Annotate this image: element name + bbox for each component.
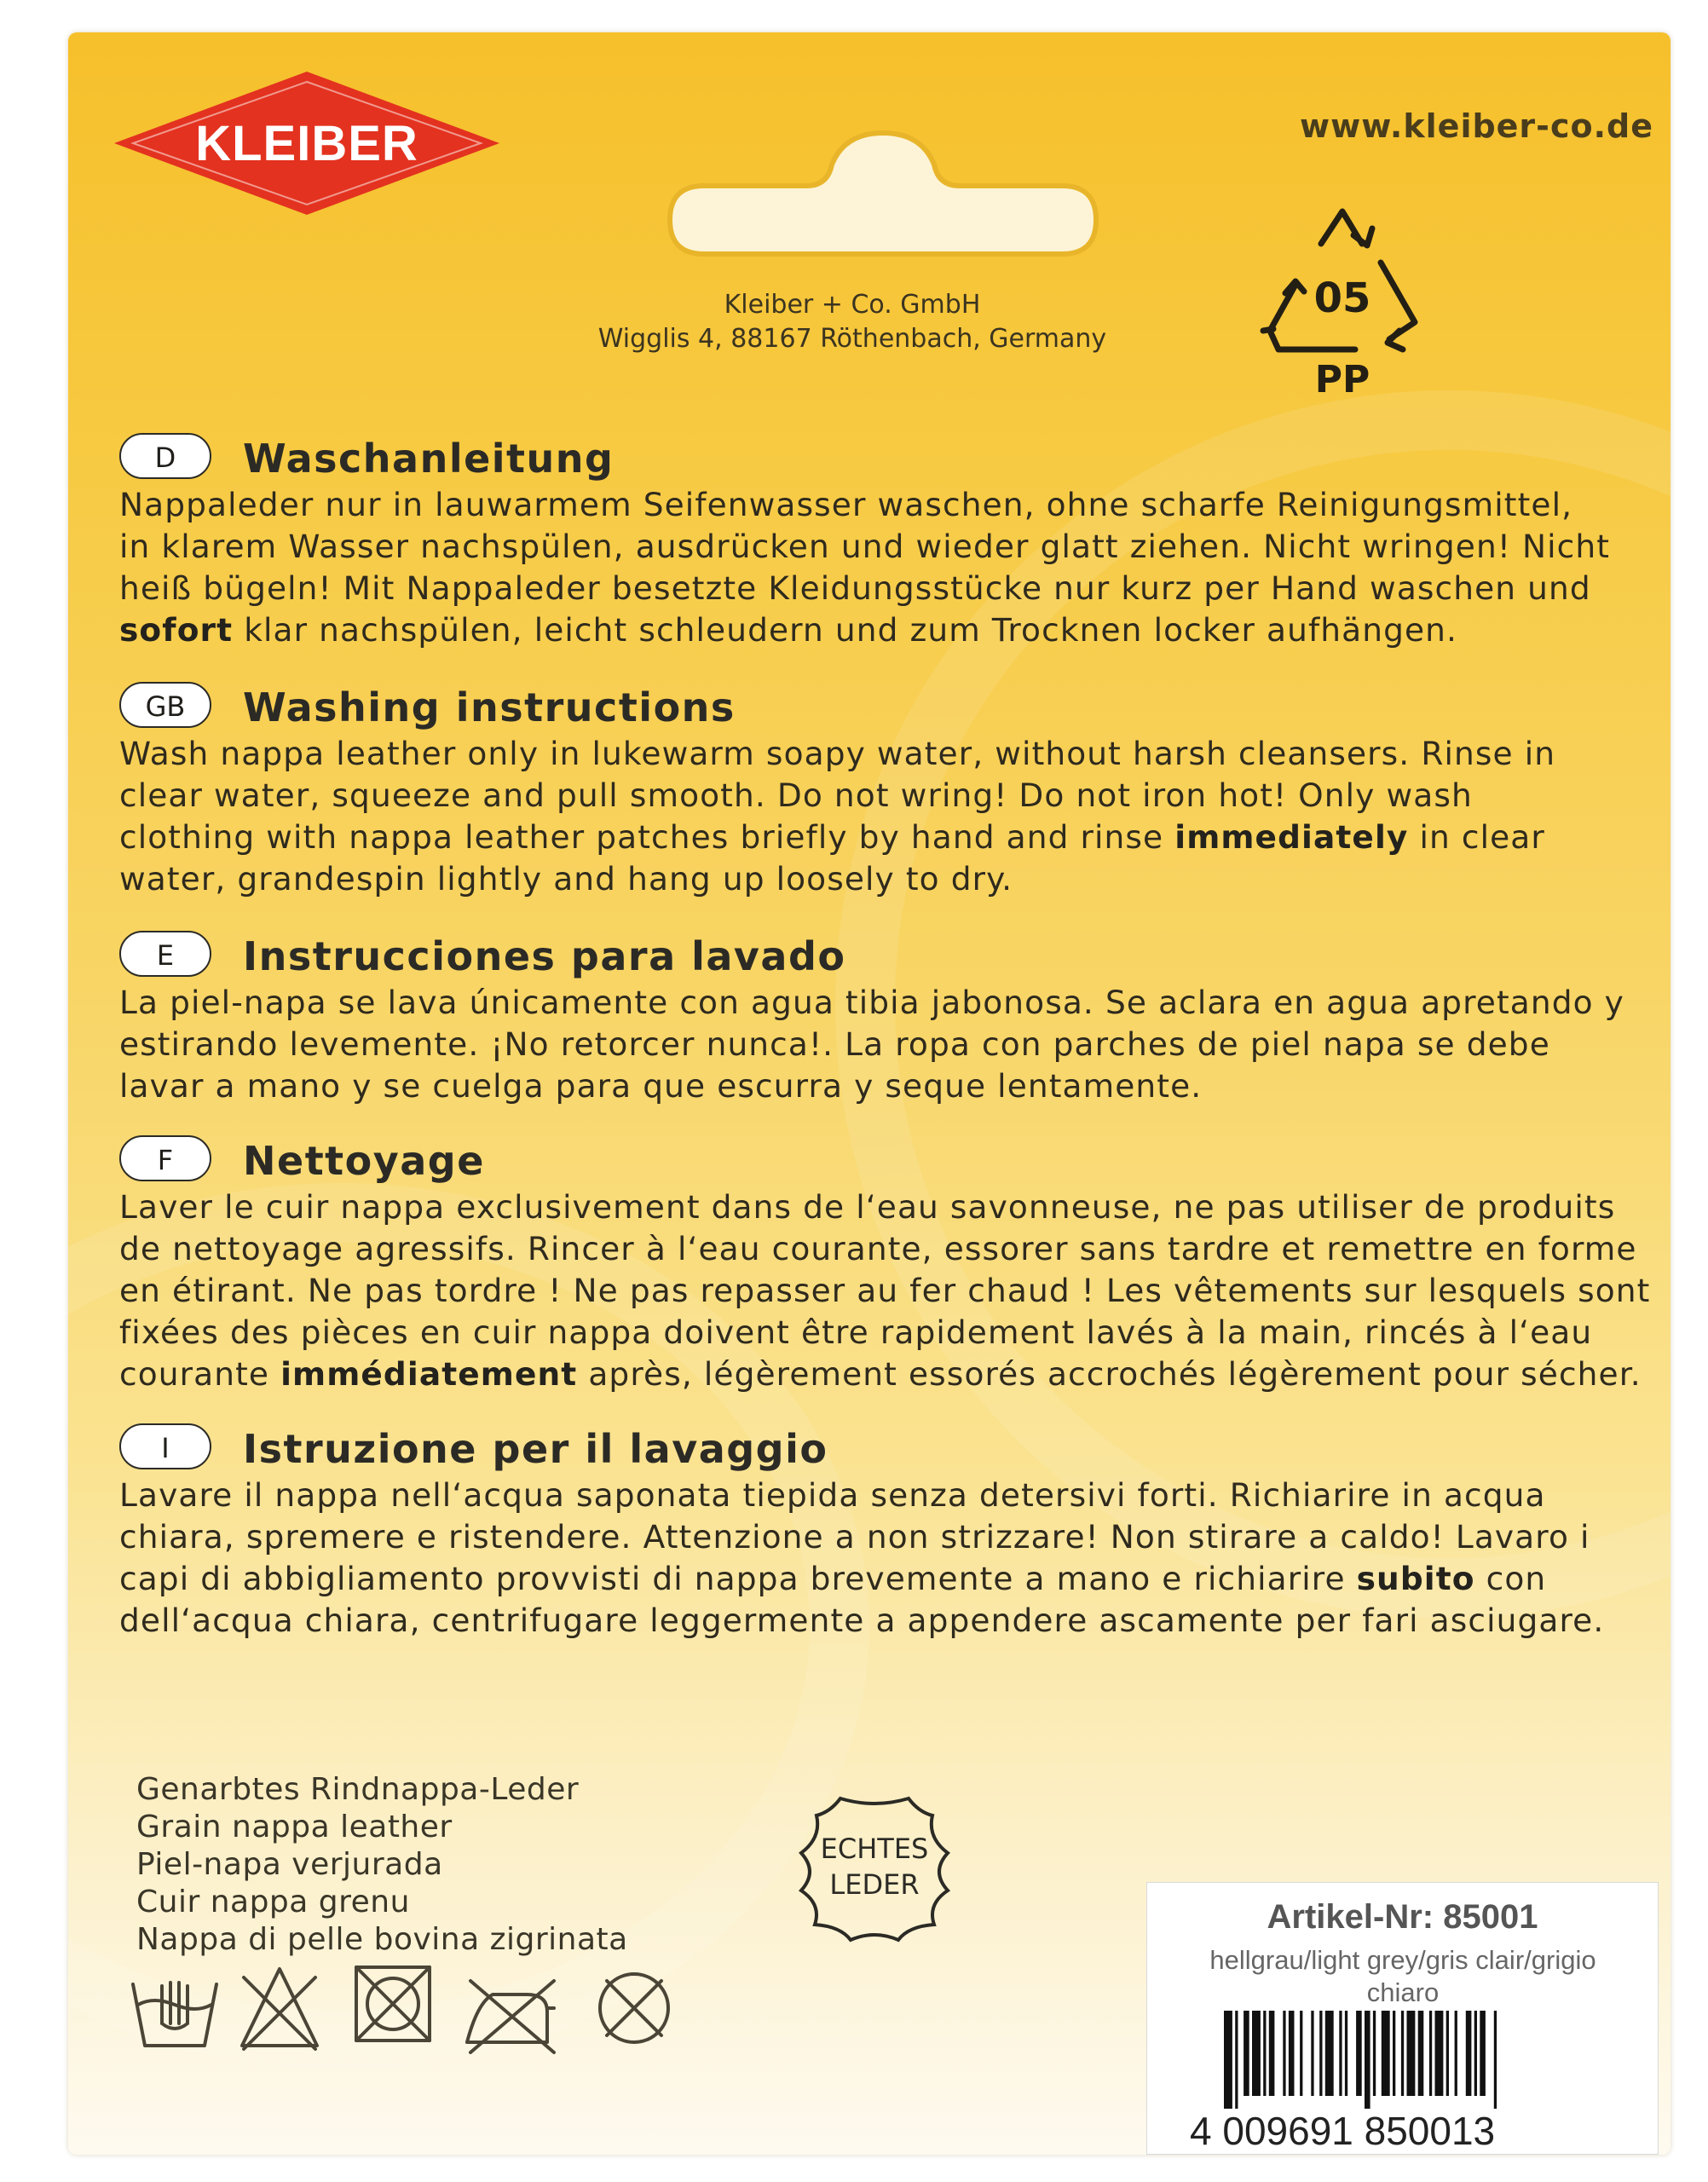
- company-address: [545, 288, 1159, 356]
- body-line: Nappaleder nur in lauwarmem Seifenwasser waschen, ohne scharfe Reinigungsmittel,: [119, 486, 1573, 523]
- section-title: Instrucciones para lavado: [243, 933, 846, 979]
- leather-badge-line: LEDER: [829, 1868, 920, 1901]
- article-sticker: [1146, 1882, 1659, 2155]
- leather-badge-line: ECHTES: [820, 1833, 929, 1865]
- section-french: [119, 1135, 1651, 1395]
- article-number: Artikel-Nr: 85001: [1267, 1898, 1538, 1936]
- barcode-bar: [1269, 2011, 1275, 2096]
- barcode-bar: [1382, 2011, 1390, 2096]
- barcode-bar: [1373, 2011, 1376, 2096]
- barcode-bar: [1418, 2011, 1424, 2096]
- material-list: [136, 1771, 716, 1959]
- body-text: con: [1474, 1560, 1547, 1597]
- body-line: lavar a mano y se cuelga para que escurra y seque lentamente.: [119, 1067, 1203, 1105]
- lang-badge-gb: GB: [119, 682, 211, 728]
- barcode-bar: [1393, 2011, 1395, 2096]
- care-symbols: [128, 1960, 741, 2054]
- color-line: hellgrau/light grey/gris clair/grigio: [1209, 1945, 1596, 1975]
- barcode-bar: [1494, 2011, 1497, 2109]
- barcode-bar: [1339, 2011, 1342, 2096]
- barcode-bar: [1345, 2011, 1347, 2096]
- body-text: capi di abbigliamento provvisti di nappa brevemente a mano e richiarire: [119, 1560, 1357, 1597]
- no-tumble-dry-icon: [356, 1967, 430, 2041]
- lang-badge-i: I: [119, 1423, 211, 1469]
- article-color: [1173, 1944, 1633, 2009]
- recycling-code: 05: [1313, 274, 1371, 322]
- barcode-bar: [1356, 2011, 1362, 2096]
- barcode-bar: [1235, 2011, 1238, 2109]
- body-text: après, légèrement essorés accrochés légèrement pour sécher.: [577, 1355, 1642, 1393]
- section-german: [119, 433, 1636, 651]
- recycling-triangle-icon: [1253, 203, 1432, 399]
- body-line: dell‘acqua chiara, centrifugare leggermente a appendere ascamente per fari asciugare.: [119, 1602, 1605, 1639]
- body-line: Laver le cuir nappa exclusivement dans de l‘eau savonneuse, ne pas utiliser de produits: [119, 1188, 1616, 1226]
- barcode-bar: [1252, 2011, 1261, 2096]
- barcode-bar: [1263, 2011, 1266, 2096]
- body-text: in clear: [1408, 818, 1545, 856]
- section-title: Waschanleitung: [243, 436, 615, 482]
- barcode-bar: [1466, 2011, 1472, 2096]
- body-line: estirando levemente. ¡No retorcer nunca!. La ropa con parches de piel napa se debe: [119, 1025, 1550, 1063]
- body-line: de nettoyage agressifs. Rincer à l‘eau courante, essorer sans tardre et remettre en forme: [119, 1230, 1637, 1267]
- hand-wash-icon: [133, 1983, 216, 2046]
- section-title: Washing instructions: [243, 684, 736, 730]
- lang-badge-e: E: [119, 931, 211, 977]
- section-title: Nettoyage: [243, 1138, 485, 1184]
- barcode-bar: [1243, 2011, 1249, 2096]
- material-line: Genarbtes Rindnappa-Leder: [136, 1772, 580, 1807]
- no-bleach-icon: [242, 1969, 317, 2049]
- barcode-bar: [1401, 2011, 1404, 2096]
- body-line: Wash nappa leather only in lukewarm soapy water, without harsh cleansers. Rinse in: [119, 735, 1556, 772]
- barcode-bar: [1429, 2011, 1432, 2096]
- material-line: Piel-napa verjurada: [136, 1847, 443, 1882]
- barcode-bar: [1435, 2011, 1444, 2096]
- section-body: [119, 1475, 1636, 1642]
- company-street: Wigglis 4, 88167 Röthenbach, Germany: [597, 324, 1107, 354]
- barcode-bar: [1325, 2011, 1334, 2096]
- section-body: [119, 733, 1636, 900]
- body-line: water, grandespin lightly and hang up loosely to dry.: [119, 860, 1013, 898]
- section-spanish: [119, 931, 1636, 1107]
- emphasis: immédiatement: [280, 1355, 578, 1393]
- material-line: Grain nappa leather: [136, 1810, 453, 1844]
- website-link: www.kleiber-co.de: [1300, 107, 1653, 145]
- no-iron-icon: [467, 1981, 554, 2052]
- section-body: [119, 982, 1636, 1107]
- barcode-bar: [1365, 2011, 1370, 2109]
- body-line: chiara, spremere e ristendere. Attenzione a non strizzare! Non stirare a caldo! Lavaro i: [119, 1518, 1590, 1556]
- barcode-bar: [1283, 2011, 1285, 2096]
- barcode-bar: [1289, 2011, 1295, 2096]
- body-line: clear water, squeeze and pull smooth. Do not wring! Do not iron hot! Only wash: [119, 776, 1473, 814]
- body-line: [119, 817, 1636, 858]
- leather-badge-text: [781, 1831, 968, 1902]
- body-text: klar nachspülen, leicht schleudern und zum Trocknen locker aufhängen.: [233, 611, 1458, 649]
- body-line: fixées des pièces en cuir nappa doivent être rapidement lavés à la main, rincés à l‘eau: [119, 1313, 1593, 1351]
- logo-text: KLEIBER: [195, 116, 418, 171]
- material-line: Cuir nappa grenu: [136, 1885, 410, 1919]
- body-line: La piel-napa se lava únicamente con agua tibia jabonosa. Se aclara en agua apretando y: [119, 984, 1624, 1021]
- body-text: courante: [119, 1355, 281, 1393]
- body-line: in klarem Wasser nachspülen, ausdrücken und wieder glatt ziehen. Nicht wringen! Nicht: [119, 528, 1611, 565]
- company-name: Kleiber + Co. GmbH: [724, 290, 981, 320]
- kleiber-logo: [111, 68, 503, 218]
- lang-badge-d: D: [119, 433, 211, 479]
- body-line: heiß bügeln! Mit Nappaleder besetzte Kleidungsstücke nur kurz per Hand waschen und: [119, 569, 1591, 607]
- material-line: Nappa di pelle bovina zigrinata: [136, 1922, 628, 1957]
- barcode-bar: [1300, 2011, 1302, 2096]
- no-dry-clean-icon: [600, 1974, 668, 2042]
- body-line: Lavare il nappa nell‘acqua saponata tiepida senza detersivi forti. Richiarire in acqua: [119, 1476, 1546, 1514]
- body-text: clothing with nappa leather patches briefly by hand and rinse: [119, 818, 1175, 856]
- barcode-bar: [1311, 2011, 1313, 2096]
- color-line: chiaro: [1366, 1977, 1440, 2007]
- barcode-bar: [1480, 2011, 1486, 2096]
- section-body: [119, 484, 1636, 651]
- body-line: en étirant. Ne pas tordre ! Ne pas repasser au fer chaud ! Les vêtements sur lesquels sont: [119, 1272, 1651, 1309]
- barcode-bar: [1224, 2011, 1232, 2109]
- barcode: [1224, 2011, 1582, 2109]
- lang-badge-f: F: [119, 1135, 211, 1181]
- section-english: [119, 682, 1636, 900]
- emphasis: immediately: [1174, 818, 1409, 856]
- barcode-bar: [1319, 2011, 1322, 2096]
- section-italian: [119, 1423, 1636, 1642]
- barcode-bar: [1446, 2011, 1449, 2096]
- genuine-leather-badge: [781, 1787, 968, 1948]
- product-card-back: [68, 32, 1670, 2155]
- barcode-bar: [1407, 2011, 1416, 2096]
- barcode-bar: [1474, 2011, 1477, 2096]
- barcode-digits: 4 009691 850013: [1190, 2109, 1496, 2153]
- section-body: [119, 1186, 1651, 1395]
- emphasis: sofort: [119, 611, 234, 649]
- body-line: [119, 1354, 1642, 1395]
- section-title: Istruzione per il lavaggio: [243, 1426, 828, 1472]
- body-line: [119, 609, 1636, 651]
- body-line: [119, 1558, 1636, 1600]
- hang-hole: [644, 126, 1122, 314]
- recycling-material: PP: [1314, 358, 1370, 399]
- barcode-bar: [1455, 2011, 1457, 2096]
- emphasis: subito: [1356, 1560, 1475, 1597]
